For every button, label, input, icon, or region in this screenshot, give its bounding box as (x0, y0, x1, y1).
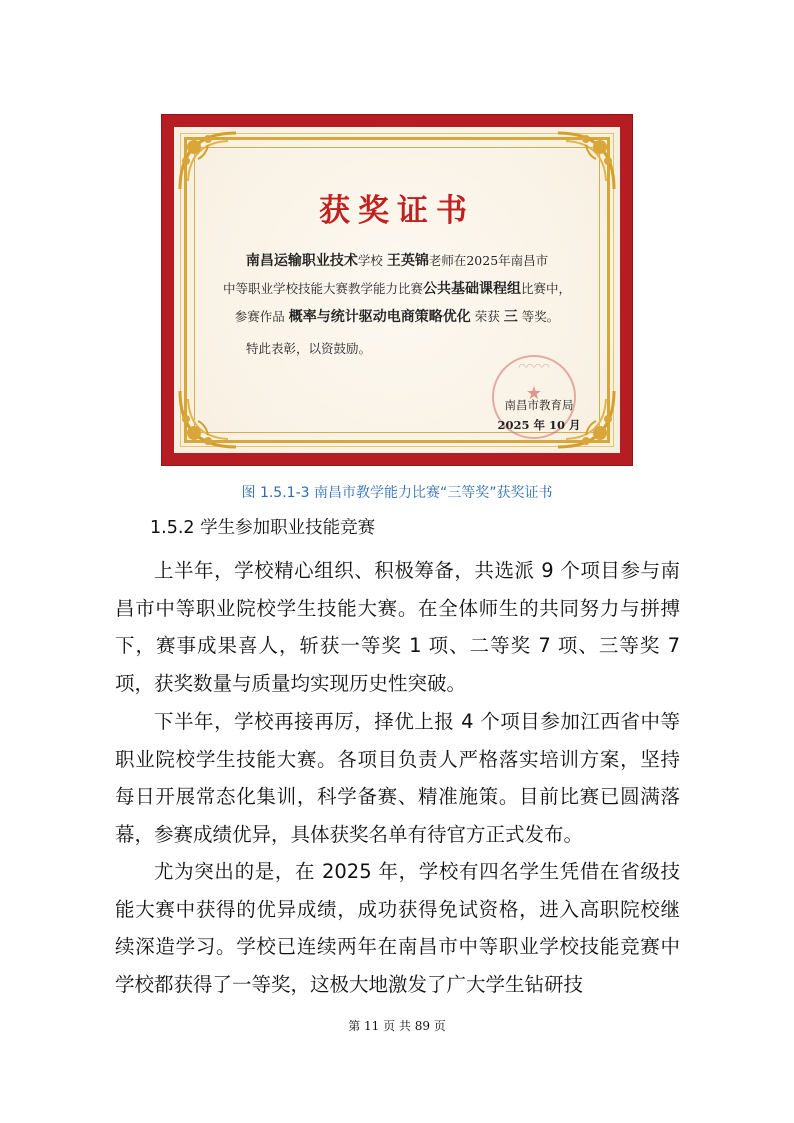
award-certificate-image (162, 115, 632, 465)
seal-ring: ◠◠◠◠ (518, 363, 550, 373)
work-title: 概率与统计驱动电商策略优化 (288, 309, 471, 325)
certificate-paper (174, 127, 620, 453)
corner-ornament-icon (176, 129, 240, 193)
certificate-line-2 (214, 275, 580, 303)
section-heading: 1.5.2 学生参加职业技能竞赛 (150, 518, 376, 538)
certificate-note: 特此表彰，以资鼓励。 (246, 341, 372, 356)
line2-suffix: 比赛中， (521, 281, 572, 296)
corner-ornament-icon (554, 129, 618, 193)
issue-date: 2025 年 10 月 (497, 418, 581, 432)
line3-prefix: 参赛作品 (234, 309, 285, 324)
line1-rest: 老师在2025年南昌市 (428, 253, 549, 268)
paragraph: 尤为突出的是，在 2025 年，学校有四名学生凭借在省级技能大赛中获得的优异成绩，成功获得免试资格，进入高职院校继续深造学习。学校已连续两年在南昌市中等职业学校技能竞赛中学校都获得了一等奖，这极大地激发了广大学生钻研技 (115, 860, 680, 996)
line3-suffix: 等奖。 (521, 309, 560, 324)
seal-star-icon: ★ (525, 383, 543, 404)
school-name: 南昌运输职业技术 (245, 253, 358, 269)
certificate-line-1 (214, 247, 580, 275)
competition-group: 公共基础课程组 (423, 281, 521, 297)
line2-prefix: 中等职业学校技能大赛教学能力比赛 (222, 281, 423, 296)
certificate-issuer-block (484, 395, 594, 435)
certificate-line-3 (214, 303, 580, 331)
teacher-name: 王英锦 (386, 253, 429, 269)
school-suffix: 学校 (357, 253, 383, 268)
paragraph: 上半年，学校精心组织、积极筹备，共选派 9 个项目参与南昌市中等职业院校学生技能大赛。在全体师生的共同努力与拼搏下，赛事成果喜人，斩获一等奖 1 项、二等奖 7 项、三等奖 7 项，获奖数量与质量均实现历史性突破。 (115, 559, 680, 695)
corner-ornament-icon (176, 387, 240, 451)
award-rank: 三 (503, 309, 518, 325)
paragraph: 下半年，学校再接再厉，择优上报 4 个项目参加江西省中等职业院校学生技能大赛。各项目负责人严格落实培训方案，坚持每日开展常态化集训，科学备赛、精准施策。目前比赛已圆满落幕，参赛成绩优异，具体获奖名单有待官方正式发布。 (115, 710, 680, 846)
certificate-body (214, 247, 580, 331)
page-footer: 第 11 页 共 89 页 (348, 1019, 446, 1033)
figure-caption: 图 1.5.1-3 南昌市教学能力比赛“三等奖”获奖证书 (241, 485, 553, 501)
line3-mid: 荣获 (474, 309, 500, 324)
certificate-title: 获奖证书 (319, 193, 475, 229)
issuer-name: 南昌市教育局 (504, 398, 574, 412)
